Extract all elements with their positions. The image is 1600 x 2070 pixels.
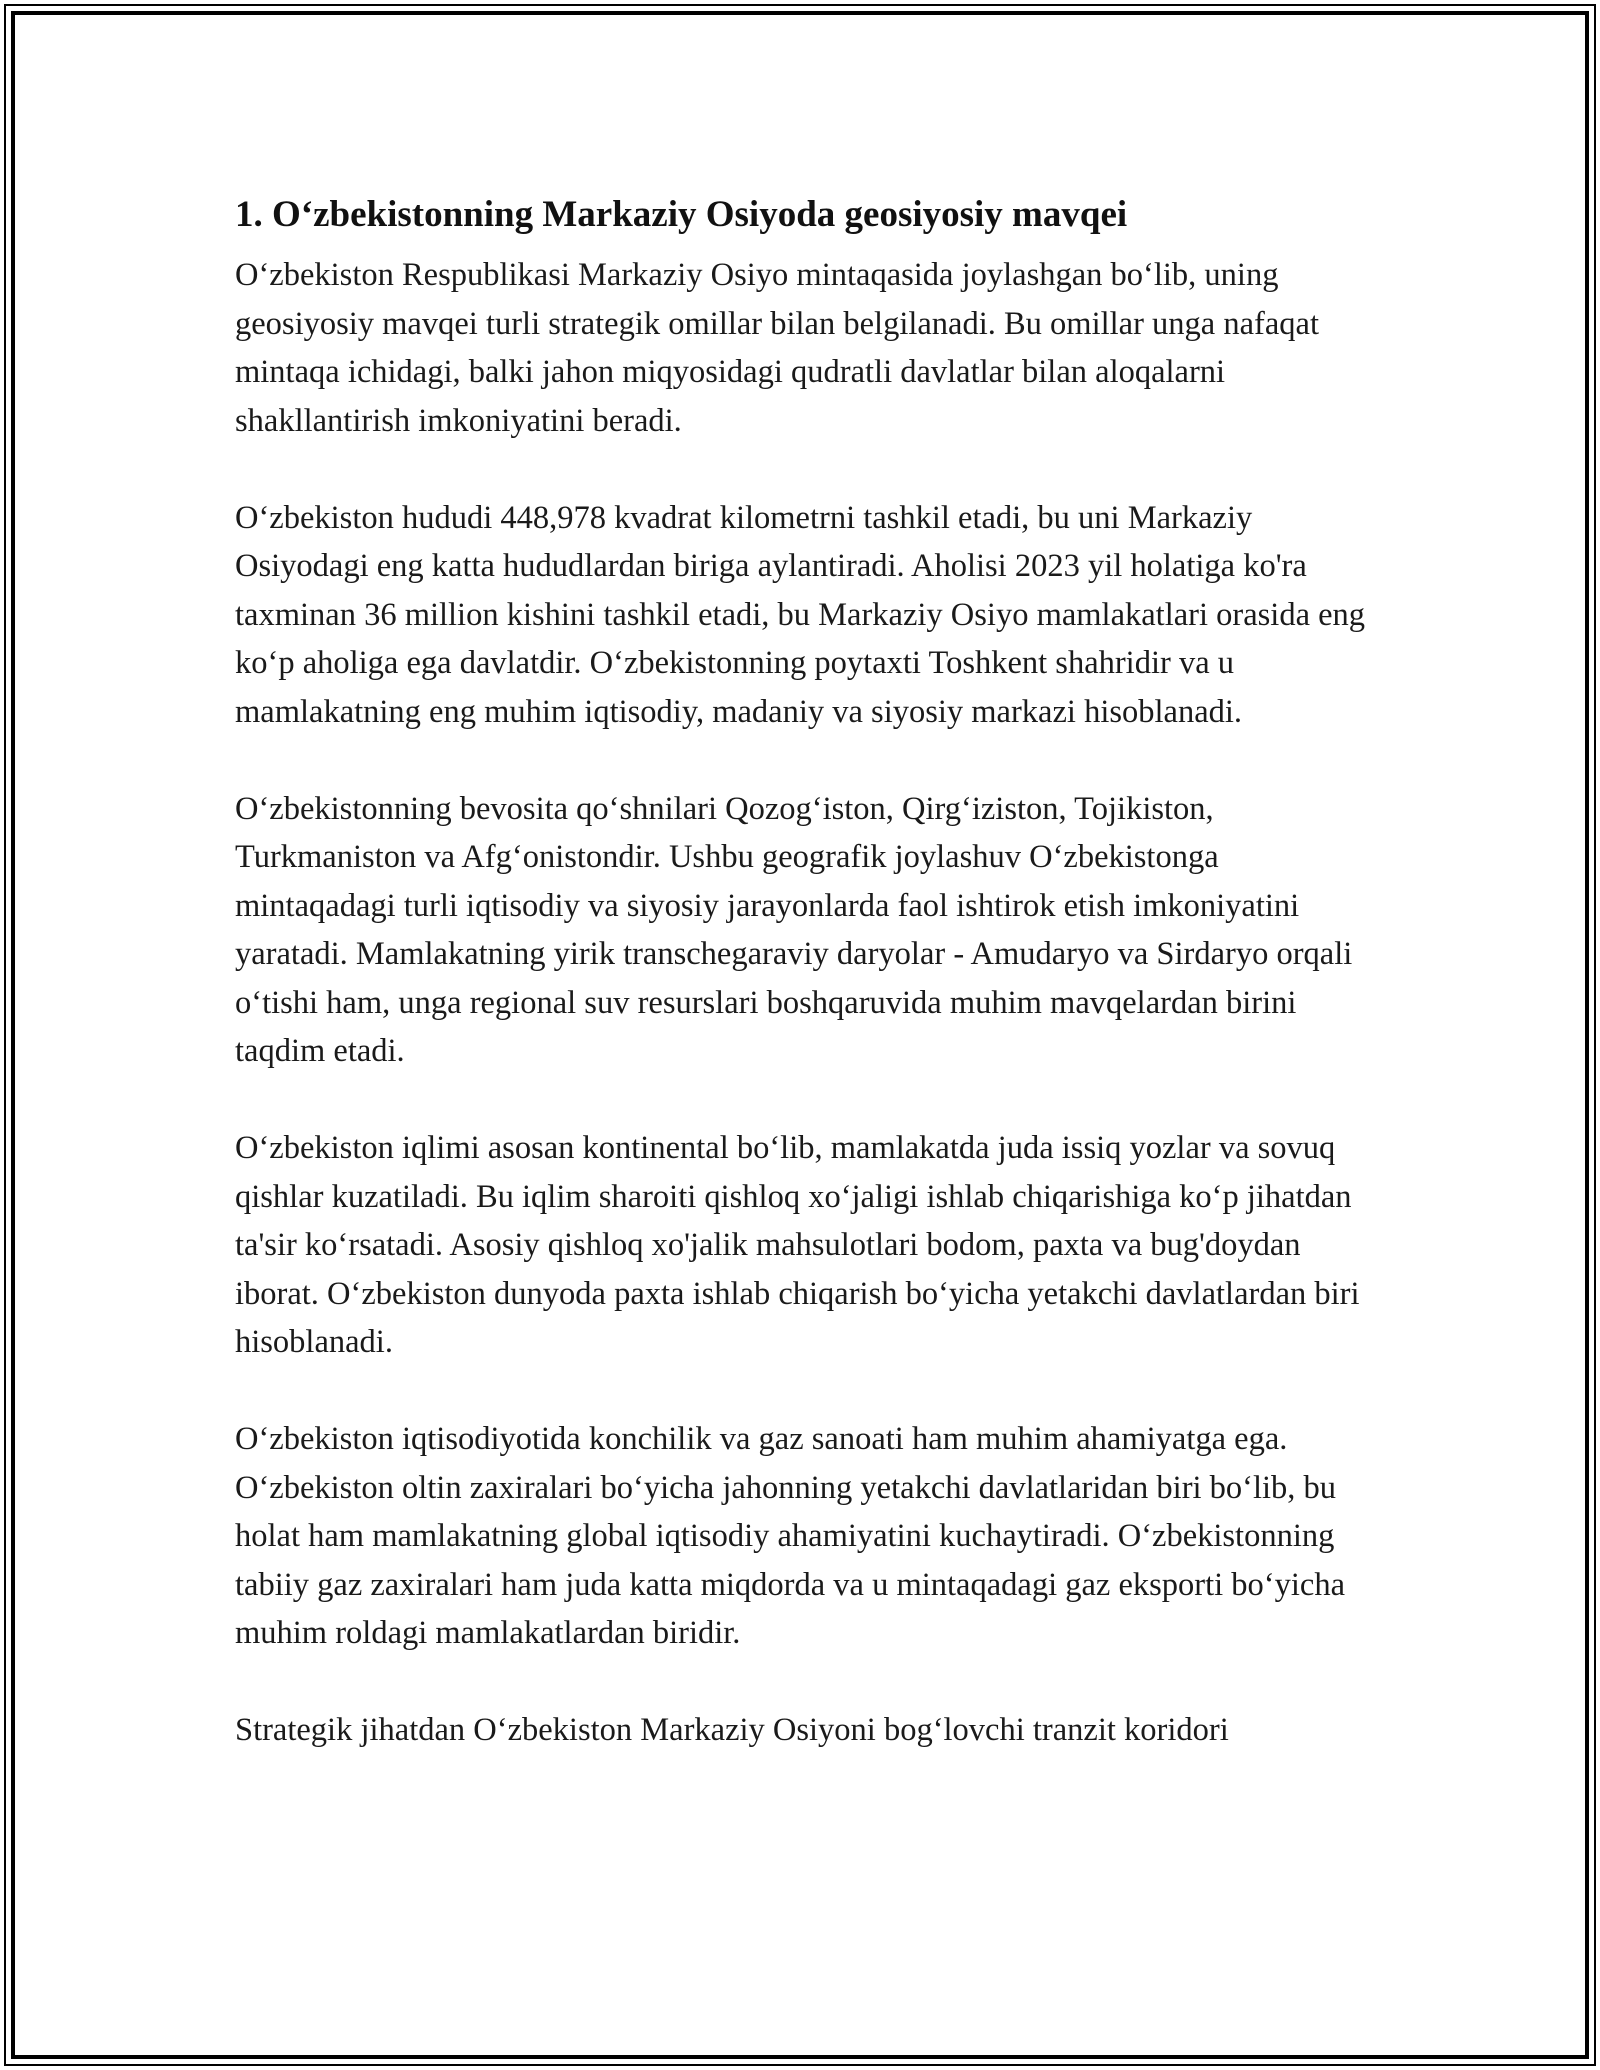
paragraph-2: O‘zbekiston hududi 448,978 kvadrat kilometrni tashkil etadi, bu uni Markaziy Osiyodagi eng katta hududlardan biriga aylantiradi. Aholisi 2023 yil holatiga ko'ra taxminan 36 million kishini tashkil etadi, bu Markaziy Osiyo mamlakatlari orasida eng ko‘p aholiga ega davlatdir. O‘zbekistonning poytaxti Toshkent shahridir va u mamlakatning eng muhim iqtisodiy, madaniy va siyosiy markazi hisoblanadi. xyxy=(235,499,1366,730)
paragraph-3: O‘zbekistonning bevosita qo‘shnilari Qozog‘iston, Qirg‘iziston, Tojikiston, Turkmaniston va Afg‘onistondir. Ushbu geografik joylashuv O‘zbekistonga mintaqadagi turli iqtisodiy va siyosiy jarayonlarda faol ishtirok etish imkoniyatini yaratadi. Mamlakatning yirik transchegaraviy daryolar - Amudaryo va Sirdaryo orqali o‘tishi ham, unga regional suv resurslari boshqaruvida muhim mavqelardan birini taqdim etadi. xyxy=(235,790,1353,1069)
paragraph-5: O‘zbekiston iqtisodiyotida konchilik va gaz sanoati ham muhim ahamiyatga ega. O‘zbekiston oltin zaxiralari bo‘yicha jahonning yetakchi davlatlaridan biri bo‘lib, bu holat ham mamlakatning global iqtisodiy ahamiyatini kuchaytiradi. O‘zbekistonning tabiiy gaz zaxiralari ham juda katta miqdorda va u mintaqadagi gaz eksporti bo‘yicha muhim roldagi mamlakatlardan biridir. xyxy=(235,1421,1345,1651)
paragraph-1: O‘zbekiston Respublikasi Markaziy Osiyo mintaqasida joylashgan bo‘lib, uning geosiyosiy mavqei turli strategik omillar bilan belgilanadi. Bu omillar unga nafaqat mintaqa ichidagi, balki jahon miqyosidagi qudratli davlatlar bilan aloqalarni shakllantirish imkoniyatini beradi. xyxy=(235,257,1319,439)
section-heading: 1. O‘zbekistonning Markaziy Osiyoda geosiyosiy mavqei xyxy=(235,194,1128,235)
paragraph-4: O‘zbekiston iqlimi asosan kontinental bo‘lib, mamlakatda juda issiq yozlar va sovuq qishlar kuzatiladi. Bu iqlim sharoiti qishloq xo‘jaligi ishlab chiqarishiga ko‘p jihatdan ta'sir ko‘rsatadi. Asosiy qishloq xo'jalik mahsulotlari bodom, paxta va bug'doydan iborat. O‘zbekiston dunyoda paxta ishlab chiqarish bo‘yicha yetakchi davlatlardan biri hisoblanadi. xyxy=(235,1130,1360,1360)
document-body xyxy=(235,187,1375,1803)
paragraph-6: Strategik jihatdan O‘zbekiston Markaziy Osiyoni bog‘lovchi tranzit koridori xyxy=(235,1712,1229,1748)
